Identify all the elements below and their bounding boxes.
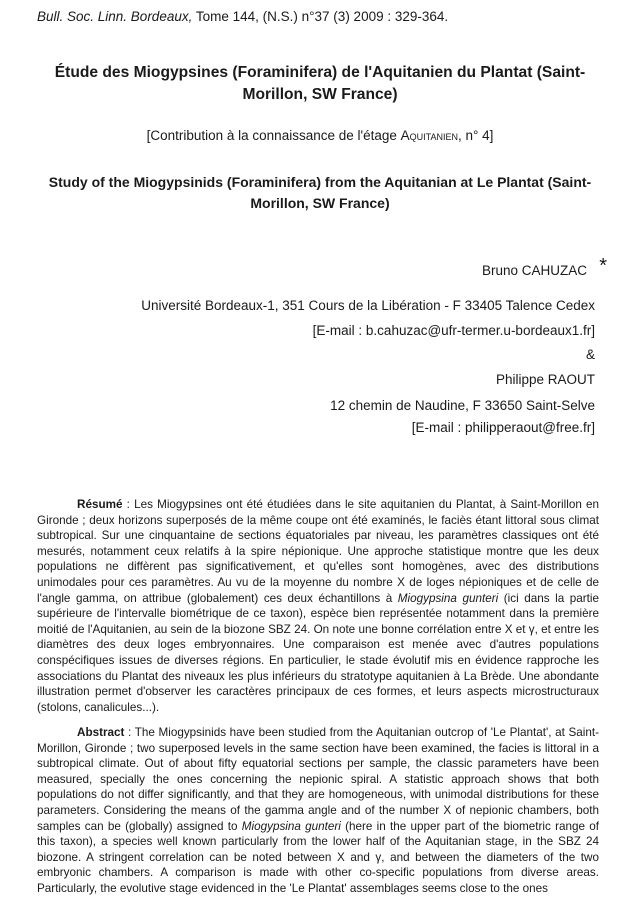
author2-name: Philippe RAOUT [495, 372, 595, 387]
author1-email: [E-mail : b.cahuzac@ufr-termer.u-bordeaux1.fr] [312, 323, 595, 338]
abstract-species: Miogypsina gunteri [241, 819, 341, 833]
author1-affiliation: Université Bordeaux-1, 351 Cours de la Libération - F 33405 Talence Cedex [141, 298, 595, 313]
contribution-note [40, 128, 600, 143]
journal-header [37, 9, 448, 24]
contribution-after: , n° 4] [457, 128, 494, 143]
resume-label: Résumé [77, 498, 123, 511]
resume-text-2: (ici dans la partie supérieure de l'intervalle biométrique de ce taxon), espèce bien représentée notamment dans la première moitié de l'Aquitanien, au sein de la biozone SBZ 24. On note une bonne corrélation entre X et γ, et entre les diamètres des deux loges embryonnaires. Une comparaison est menée avec d'autres populations conspécifiques issues de diverses régions. En particulier, le stade évolutif mis en évidence rapproche les associations du Plantat des niveaux les plus inférieurs du stratotype aquitanien à La Brède. Une abondante illustration permet d'observer les caractères principaux de ces formes, et leurs aspects microstructuraux (stolons, canalicules...). [37, 591, 599, 714]
abstract-text-1: : The Miogypsinids have been studied from the Aquitanian outcrop of 'Le Plantat', at Saint-Morillon, Gironde ; two superposed levels in the same section have been examined, the facies is littoral in a subtropical climate. Out of about fifty equatorial sections per sample, the classic parameters have been measured, specially the ones concerning the nepionic spiral. A statistic approach shows that both populations do not differ significantly, and that they are homogeneous, with unimodal distributions for these parameters. Considering the means of the gamma angle and of the number X of nepionic chambers, both samples can be (globally) assigned to [37, 726, 599, 833]
title-english: Study of the Miogypsinids (Foraminifera) from the Aquitanian at Le Plantat (Saint-Morillon, SW France) [48, 174, 592, 211]
author2-email: [E-mail : philipperaout@free.fr] [411, 420, 595, 435]
contribution-before: [Contribution à la connaissance de l'étage [146, 128, 401, 143]
resume-species: Miogypsina gunteri [397, 591, 499, 605]
title-french: Étude des Miogypsines (Foraminifera) de l'Aquitanien du Plantat (Saint-Morillon, SW France) [54, 64, 586, 103]
contribution-stage: Aquitanien [400, 128, 458, 143]
abstract-label: Abstract [77, 726, 125, 739]
author2-address: 12 chemin de Naudine, F 33650 Saint-Selve [330, 398, 595, 413]
author1-name: Bruno CAHUZAC [481, 263, 587, 278]
journal-name: Bull. Soc. Linn. Bordeaux, [37, 9, 193, 24]
abstract-text-2: (here in the upper part of the biometric range of this taxon), a species well known particularly from the lower half of the Aquitanian stage, in the SBZ 24 biozone. A stringent correlation can be noted between X and γ, and between the diameters of the two embryonic chambers. A comparison is made with other co-specific populations from diverse areas. Particularly, the evolutive stage evidenced in the 'Le Plantat' assemblages seems close to the ones [37, 819, 599, 895]
authors-ampersand: & [585, 347, 595, 362]
abstract-paragraph [37, 725, 599, 897]
resume-text-1: : Les Miogypsines ont été étudiées dans le site aquitanien du Plantat, à Saint-Morillon en Gironde ; deux horizons superposés de la même coupe ont été examinés, le faciès étant littoral sous climat subtropical. Sur une cinquantaine de sections équatoriales par niveau, les paramètres classiques ont été mesurés, notamment ceux relatifs à la spire népionique. Une approche statistique montre que les deux populations ne diffèrent pas significativement, et qu'elles sont homogènes, avec des distributions unimodales pour ces paramètres. Au vu de la moyenne du nombre X de loges népioniques et de celle de l'angle gamma, on attribue (globalement) ces deux échantillons à [37, 498, 599, 605]
author1-mark: * [599, 255, 607, 277]
resume-paragraph [37, 497, 599, 715]
journal-citation: Tome 144, (N.S.) n°37 (3) 2009 : 329-364. [192, 9, 449, 24]
